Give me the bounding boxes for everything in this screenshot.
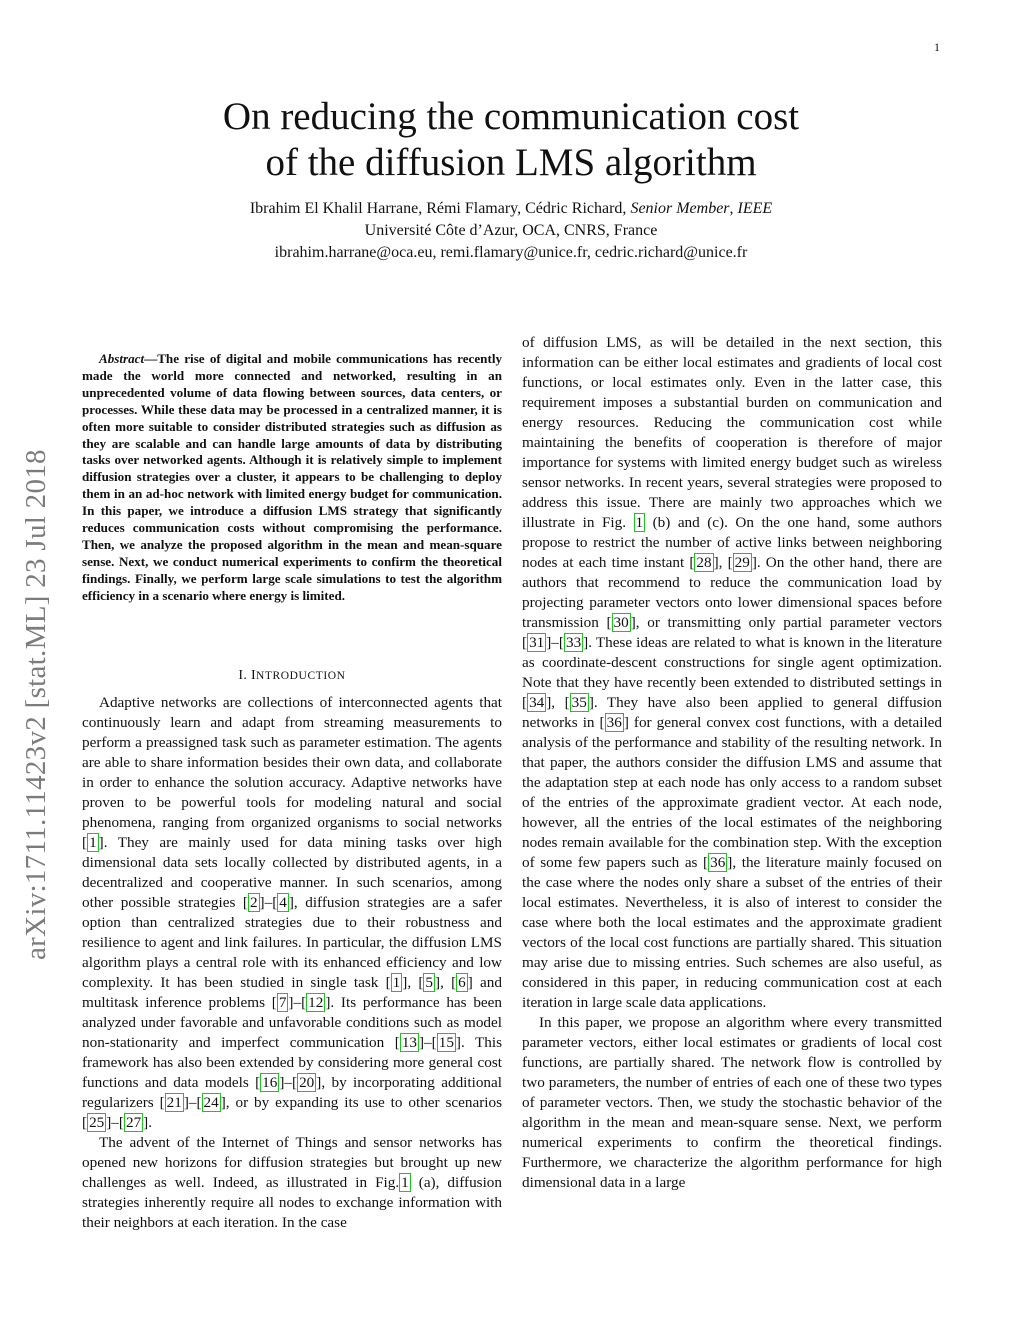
citation-link[interactable]: 20 xyxy=(299,1074,315,1091)
citation-link[interactable]: 12 xyxy=(308,994,324,1011)
citation-link[interactable]: 2 xyxy=(249,894,258,911)
abstract: Abstract—The rise of digital and mobile communications has recently made the world more connected and networked, resulting in an unprecedented volume of data flowing between sources, data centers, or processes. While these data may be processed in a centralized manner, it is often more suitable to consider distributed strategies such as diffusion as they are scalable and can handle large amounts of data by distributing tasks over networked agents. Although it is relatively simple to implement diffusion strategies over a cluster, it appears to be challenging to deploy them in an ad-hoc network with limited energy budget for communication. In this paper, we introduce a diffusion LMS strategy that significantly reduces communication costs without compromising the performance. Then, we analyze the proposed algorithm in the mean and mean-square sense. Next, we conduct numerical experiments to confirm the theoretical findings. Finally, we perform large scale simulations to test the algorithm efficiency in a scenario where energy is limited. xyxy=(82,351,502,603)
figure-link[interactable]: 1 xyxy=(401,1174,409,1191)
arxiv-identifier: arXiv:1711.11423v2 [stat.ML] 23 Jul 2018 xyxy=(20,449,52,960)
citation-link[interactable]: 5 xyxy=(425,974,434,991)
author-names: Ibrahim El Khalil Harrane, Rémi Flamary, Cédric Richard, Senior Member, IEEE xyxy=(249,200,773,217)
left-column xyxy=(82,693,502,1233)
citation-link[interactable]: 15 xyxy=(438,1034,454,1051)
author-org: IEEE xyxy=(737,200,773,217)
title-line-1: On reducing the communication cost xyxy=(222,95,800,138)
citation-link[interactable]: 35 xyxy=(571,694,587,711)
page-number: 1 xyxy=(934,40,940,54)
intro-paragraph-3: In this paper, we propose an algorithm where every transmitted parameter vectors, either local estimates or gradients of local cost functions, are partially shared. The network flow is controlled by two parameters, the number of entries of each one of these two types of parameter vectors. Then, we study the stochastic behavior of the algorithm in the mean and mean-square sense. Next, we perform numerical experiments to confirm the theoretical findings. Furthermore, we characterize the algorithm performance for high dimensional data in a large xyxy=(522,1014,942,1191)
citation-link[interactable]: 24 xyxy=(203,1094,219,1111)
citation-link[interactable]: 4 xyxy=(279,894,287,911)
affiliation: Université Côte d’Azur, OCA, CNRS, France xyxy=(364,222,658,239)
citation-link[interactable]: 13 xyxy=(401,1034,417,1051)
intro-paragraph-2: The advent of the Internet of Things and sensor networks has opened new horizons for diffusion strategies but brought up new challenges as well. Indeed, as illustrated in Fig. 1 (a), diffusion strategies inherently require all nodes to exchange information with their neighbors at each iteration. In the case xyxy=(82,1134,502,1231)
intro-paragraph-2-continued: of diffusion LMS, as will be detailed in the next section, this information can be either local estimates and gradients of local cost functions, or local estimates only. Even in the latter case, this requirement imposes a substantial burden on communication and energy resources. Reducing the communication cost while maintaining the benefits of cooperation is therefore of major importance for systems with limited energy budget such as wireless sensor networks. In recent years, several strategies were proposed to address this issue. There are mainly two approaches which we illustrate in Fig. 1 (b) and (c). On the one hand, some authors propose to restrict the number of active links between neighboring nodes at each time instant [ 28 ], [ 29 ]. On the other hand, there are authors that recommend to reduce the communication load by projecting parameter vectors onto lower dimensional spaces before transmission [ 30 ], or transmitting only partial parameter vectors [ 31 ]–[ 33 ]. These ideas are related to what is known in the literature as coordinate-descent constructions for single agent optimization. Note that they have recently been extended to distributed settings in [ 34 ], [ 35 ]. They have also been applied to general diffusion networks in [ 36 ] for general convex cost functions, with a detailed analysis of the performance and stability of the resulting network. In that paper, the authors consider the diffusion LMS and assume that the adaptation step at each node has only access to a random subset of the entries of the approximate gradient vector. At each node, however, all the entries of the local estimates of the neighboring nodes remain available for the combination step. With the exception of some few papers such as [ 36 ], the literature mainly focused on the case where the nodes only share a subset of the entries of their local estimates. Nevertheless, it is also of interest to consider the case where both the local estimates and the approximate gradient vectors of the local cost functions are partially shared. This situation may arise due to missing entries. Such schemes are also useful, as considered in this paper, in reducing communication cost at each iteration in large scale data applications. xyxy=(522,334,943,1011)
citation-link[interactable]: 28 xyxy=(696,554,712,571)
author-emails: ibrahim.harrane@oca.eu, remi.flamary@unice.fr, cedric.richard@unice.fr xyxy=(274,244,748,261)
citation-link[interactable]: 29 xyxy=(734,554,750,571)
section-heading-introduction: I. INTRODUCTION xyxy=(238,668,346,683)
citation-link[interactable]: 27 xyxy=(125,1114,142,1131)
figure-link[interactable]: 1 xyxy=(635,514,644,531)
citation-link[interactable]: 21 xyxy=(166,1094,182,1111)
citation-link[interactable]: 36 xyxy=(606,714,622,731)
citation-link[interactable]: 36 xyxy=(710,854,726,871)
citation-link[interactable]: 34 xyxy=(529,694,545,711)
citation-link[interactable]: 25 xyxy=(89,1114,105,1131)
intro-paragraph-1: Adaptive networks are collections of interconnected agents that continuously learn and adapt from streaming measurements to perform a preassigned task such as parameter estimation. The agents are able to share information besides their own data, and collaborate in order to enhance the solution accuracy. Adaptive networks have proven to be powerful tools for modeling natural and social phenomena, ranging from organized organisms to social networks [ 1 ]. They are mainly used for data mining tasks over high dimensional data sets locally collected by distributed agents, in a decentralized and cooperative manner. In such scenarios, among other possible strategies [ 2 ]–[ 4 ], diffusion strategies are a safer option than centralized strategies due to their robustness and resilience to agent and link failures. In particular, the diffusion LMS algorithm plays a central role with its enhanced efficiency and low complexity. It has been studied in single task [ 1 ], [ 5 ], [ 6 ] and multitask inference problems [ 7 ]–[ 12 ]. Its performance has been analyzed under favorable and unfavorable conditions such as model non-stationarity and imperfect communication [ 13 ]–[ 15 ]. This framework has also been extended by considering more general cost functions and data models [ 16 ]–[ 20 ], by incorporating additional regularizers [ 21 ]–[ 24 ], or by expanding its use to other scenarios [ 25 ]–[ 27 ]. xyxy=(82,694,502,1131)
author-role: Senior Member xyxy=(630,200,730,217)
abstract-label: Abstract xyxy=(99,351,145,366)
citation-link[interactable]: 33 xyxy=(565,634,582,651)
citation-link[interactable]: 6 xyxy=(458,974,466,991)
right-column xyxy=(522,333,942,1193)
citation-link[interactable]: 1 xyxy=(89,834,97,851)
author-block xyxy=(100,198,922,264)
title-line-2: of the diffusion LMS algorithm xyxy=(265,141,757,184)
citation-link[interactable]: 16 xyxy=(262,1074,278,1091)
citation-link[interactable]: 31 xyxy=(529,634,545,651)
citation-link[interactable]: 7 xyxy=(278,994,287,1011)
abstract-text: The rise of digital and mobile communications has recently made the world more connected and networked, resulting in an unprecedented volume of data flowing between sources, data centers, or processes. While these data may be processed in a centralized manner, it is often more suitable to consider distributed strategies such as diffusion as they are scalable and can handle large amounts of data by distributing tasks over networked agents. Although it is relatively simple to implement diffusion strategies over a cluster, it appears to be challenging to deploy them in an ad-hoc network with limited energy budget for communication. In this paper, we introduce a diffusion LMS strategy that significantly reduces communication costs without compromising the performance. Then, we analyze the proposed algorithm in the mean and mean-square sense. Next, we conduct numerical experiments to confirm the theoretical findings. Finally, we perform large scale simulations to test the algorithm efficiency in a scenario where energy is limited. xyxy=(82,351,502,603)
paper-title xyxy=(100,94,922,186)
citation-link[interactable]: 30 xyxy=(613,614,629,631)
citation-link[interactable]: 1 xyxy=(392,974,401,991)
